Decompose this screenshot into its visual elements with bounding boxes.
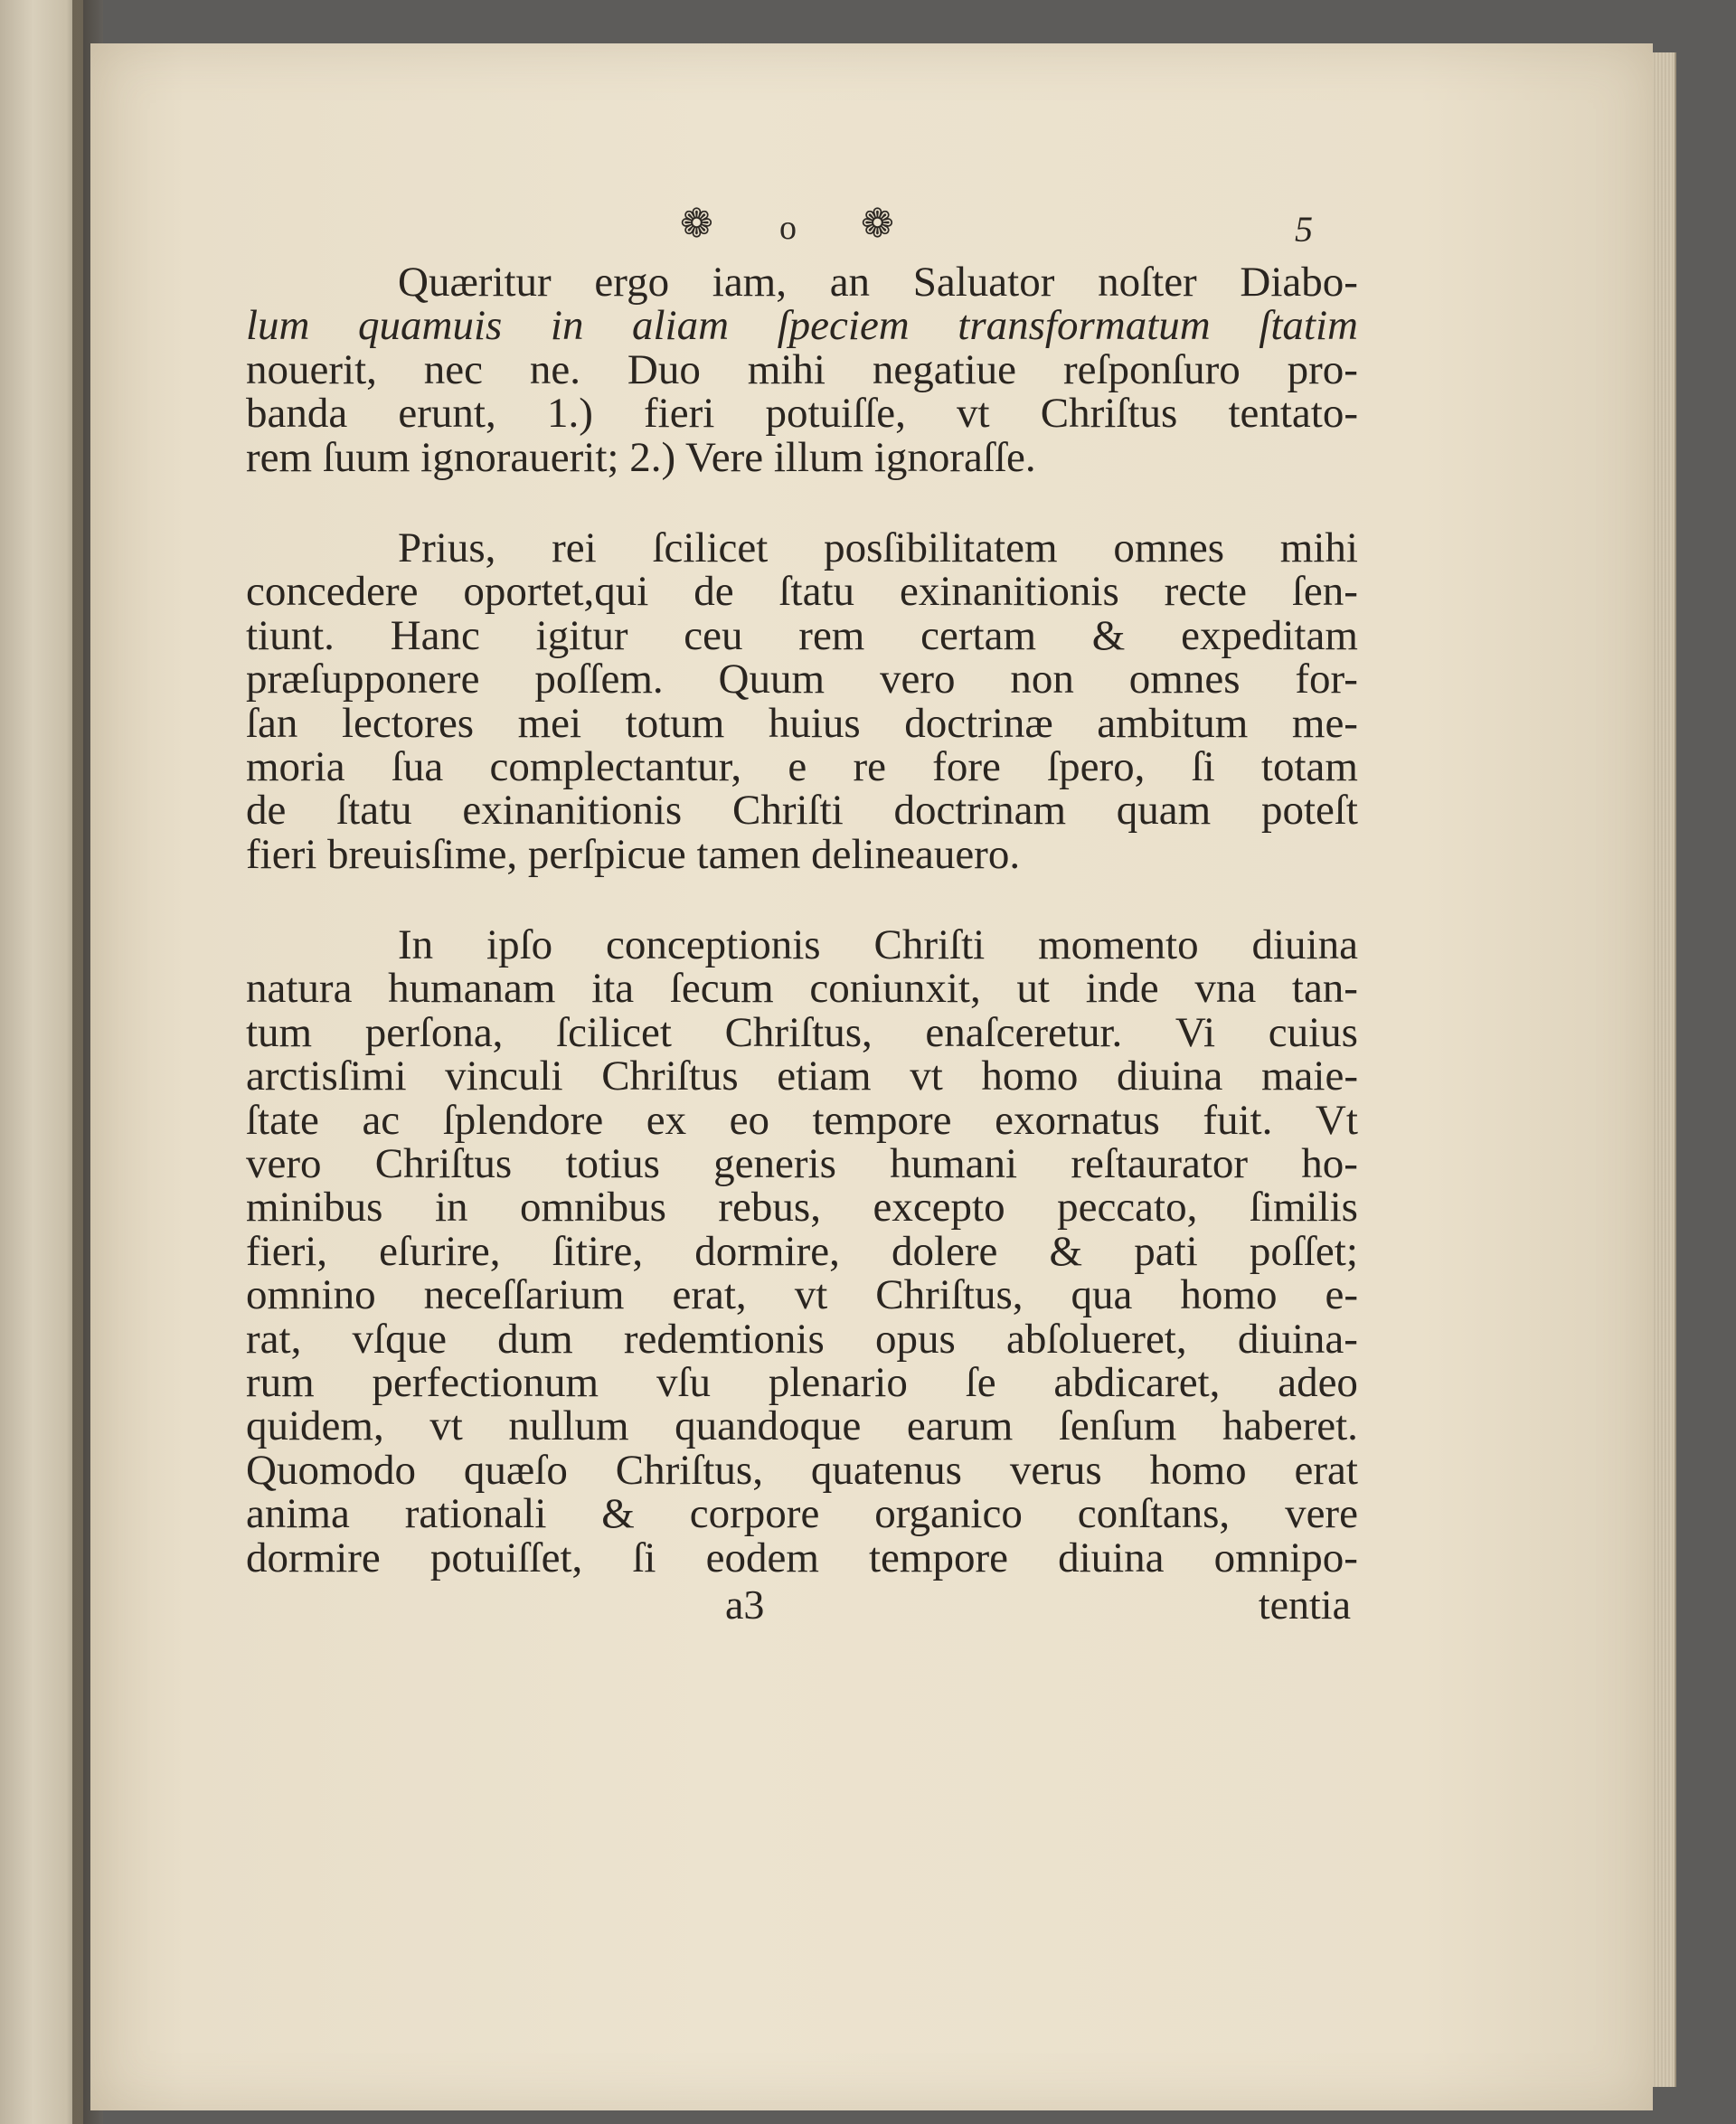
- word: Chriſtus: [601, 1053, 739, 1100]
- running-header: [246, 199, 1358, 260]
- word: humani: [890, 1140, 1018, 1188]
- line-text: [246, 390, 1358, 438]
- word: pro-: [1287, 345, 1358, 393]
- line-text: [246, 611, 1358, 659]
- flower-ornament-icon: ❁: [861, 202, 894, 246]
- word: homo: [981, 1053, 1079, 1100]
- text-line: [246, 1008, 1358, 1056]
- word: ac: [362, 1096, 401, 1144]
- text-line: [246, 1358, 1358, 1406]
- previous-page-edge: [0, 0, 83, 2124]
- word: diuina: [1058, 1534, 1165, 1581]
- word: vt: [429, 1402, 463, 1450]
- text-line: [246, 1536, 1358, 1580]
- line-text: [246, 1008, 1358, 1056]
- word: Saluator: [912, 259, 1055, 306]
- word: Vt: [1315, 1096, 1358, 1144]
- word: dolere: [891, 1227, 998, 1275]
- word: adeo: [1278, 1358, 1358, 1406]
- word: tentato-: [1228, 390, 1358, 438]
- word: e-: [1325, 1271, 1358, 1319]
- word: haberet.: [1222, 1402, 1358, 1450]
- paragraph-2: [246, 526, 1358, 876]
- paragraph-3: [246, 923, 1358, 1580]
- word: de: [693, 568, 734, 616]
- word: Vi: [1175, 1008, 1216, 1056]
- word: huius: [768, 699, 861, 747]
- word: Chriſtus,: [875, 1271, 1024, 1319]
- word: potuiſſe,: [765, 390, 906, 438]
- word: expeditam: [1181, 611, 1358, 659]
- page-number: 5: [1295, 209, 1313, 250]
- word: mei: [517, 699, 582, 747]
- word: erat,: [672, 1271, 747, 1319]
- word: Chriſti: [873, 921, 986, 969]
- word: dormire,: [694, 1227, 840, 1275]
- word: exinanitionis: [899, 568, 1119, 616]
- word: Chriſtus,: [724, 1008, 873, 1056]
- line-text: rem ſuum ignorauerit; 2.) Vere illum ignoraſſe.: [246, 433, 1036, 481]
- word: minibus: [246, 1184, 383, 1232]
- word: lum: [246, 302, 310, 350]
- text-line: [246, 526, 1358, 570]
- word: banda: [246, 390, 348, 438]
- word: ex: [646, 1096, 687, 1144]
- text-line: [246, 260, 1358, 304]
- text-line: [246, 611, 1358, 659]
- word: ſcilicet: [652, 524, 769, 571]
- text-line: [246, 1490, 1358, 1538]
- word: ſecum: [669, 965, 774, 1013]
- line-text: [246, 657, 1358, 701]
- word: nec: [423, 345, 484, 393]
- word: momento: [1038, 921, 1199, 969]
- word: certam: [920, 611, 1037, 659]
- text-line: [246, 302, 1358, 350]
- word: Prius,: [398, 524, 496, 571]
- word: &: [1049, 1227, 1083, 1275]
- word: mihi: [747, 345, 826, 393]
- word: Hanc: [390, 611, 480, 659]
- text-line: [246, 657, 1358, 701]
- word: ſtatim: [1259, 302, 1358, 350]
- line-text: [246, 1317, 1358, 1361]
- word: e: [788, 742, 807, 790]
- word: arctisſimi: [246, 1053, 407, 1100]
- text-line: [246, 1273, 1358, 1317]
- word: recte: [1164, 568, 1247, 616]
- signature-mark: a3: [725, 1581, 765, 1628]
- word: præſupponere: [246, 656, 480, 703]
- text-line: [246, 433, 1358, 481]
- word: fieri: [644, 390, 715, 438]
- word: concedere: [246, 568, 419, 616]
- word: diuina: [1116, 1053, 1223, 1100]
- word: exinanitionis: [462, 787, 683, 835]
- word: pati: [1134, 1227, 1198, 1275]
- word: quamuis: [358, 302, 503, 350]
- word: ſtatu: [336, 787, 412, 835]
- word: earum: [906, 1402, 1014, 1450]
- word: tempore: [812, 1096, 952, 1144]
- text-line: [246, 1446, 1358, 1494]
- text-line: [246, 345, 1358, 393]
- word: generis: [713, 1140, 836, 1188]
- word: rat,: [246, 1315, 302, 1363]
- word: iam,: [712, 259, 787, 306]
- line-text: [246, 1273, 1358, 1317]
- word: erunt,: [398, 390, 496, 438]
- text-line: [246, 1184, 1358, 1232]
- word: tan-: [1291, 965, 1358, 1013]
- word: organico: [874, 1490, 1023, 1538]
- line-text: [246, 965, 1358, 1013]
- line-text: [398, 260, 1358, 304]
- word: inde: [1085, 965, 1159, 1013]
- page-block-edge: [1653, 52, 1676, 2087]
- word: natura: [246, 965, 353, 1013]
- word: ſpero,: [1047, 742, 1146, 790]
- word: ut: [1016, 965, 1050, 1013]
- page-footer: [246, 1583, 1358, 1638]
- word: ipſo: [486, 921, 553, 969]
- word: complectantur,: [489, 742, 742, 790]
- line-text: [246, 1490, 1358, 1538]
- word: doctrinam: [893, 787, 1067, 835]
- word: homo: [1180, 1271, 1278, 1319]
- word: tiunt.: [246, 611, 335, 659]
- word: fieri,: [246, 1227, 328, 1275]
- word: rem: [798, 611, 865, 659]
- word: Duo: [627, 345, 701, 393]
- word: ſan: [246, 699, 298, 747]
- word: Chriſti: [731, 787, 844, 835]
- word: lectores: [341, 699, 475, 747]
- word: ſenſum: [1058, 1402, 1177, 1450]
- line-text: [246, 302, 1358, 350]
- word: conceptionis: [606, 921, 821, 969]
- word: Diabo-: [1240, 259, 1358, 306]
- word: transformatum: [958, 302, 1211, 350]
- word: corpore: [689, 1490, 820, 1538]
- word: diuina-: [1237, 1315, 1358, 1363]
- word: etiam: [777, 1053, 872, 1100]
- word: enaſceretur.: [925, 1008, 1123, 1056]
- word: posſibilitatem: [824, 524, 1058, 571]
- word: noſter: [1098, 259, 1197, 306]
- word: &: [601, 1490, 635, 1538]
- word: ergo: [594, 259, 670, 306]
- word: rationali: [404, 1490, 547, 1538]
- word: poſſet;: [1249, 1227, 1358, 1275]
- line-text: fieri breuisſime, perſpicue tamen delineauero.: [246, 830, 1021, 878]
- word: fore: [932, 742, 1001, 790]
- text-line: [246, 699, 1358, 747]
- word: cuius: [1268, 1008, 1358, 1056]
- word: vinculi: [445, 1053, 563, 1100]
- word: quidem,: [246, 1402, 384, 1450]
- word: quam: [1116, 787, 1212, 835]
- word: Chriſtus: [1040, 390, 1178, 438]
- word: omnes: [1113, 524, 1225, 571]
- word: non: [1010, 656, 1074, 703]
- text-line: [246, 390, 1358, 438]
- word: humanam: [388, 965, 556, 1013]
- word: ſe: [965, 1358, 996, 1406]
- word: eſurire,: [379, 1227, 501, 1275]
- word: vſque: [352, 1315, 447, 1363]
- word: reſtaurator: [1071, 1140, 1249, 1188]
- word: re: [853, 742, 886, 790]
- word: vt: [957, 390, 990, 438]
- line-text: [246, 1536, 1358, 1580]
- word: rebus,: [718, 1184, 821, 1232]
- word: perfectionum: [372, 1358, 599, 1406]
- word: negatiue: [872, 345, 1017, 393]
- word: homo: [1149, 1446, 1247, 1494]
- word: totum: [625, 699, 725, 747]
- line-text: [246, 345, 1358, 393]
- word: conſtans,: [1077, 1490, 1231, 1538]
- word: aliam: [632, 302, 730, 350]
- word: quæſo: [463, 1446, 568, 1494]
- word: moria: [246, 742, 345, 790]
- word: potuiſſet,: [429, 1534, 583, 1581]
- word: in: [434, 1184, 468, 1232]
- word: totius: [565, 1140, 660, 1188]
- word: poteſt: [1260, 787, 1358, 835]
- word: dum: [497, 1315, 573, 1363]
- word: anima: [246, 1490, 350, 1538]
- word: doctrinæ: [904, 699, 1053, 747]
- word: erat: [1294, 1446, 1358, 1494]
- word: ſua: [391, 742, 444, 790]
- word: ſpeciem: [777, 302, 910, 350]
- word: mihi: [1279, 524, 1358, 571]
- word: rum: [246, 1358, 315, 1406]
- text-line: [246, 1227, 1358, 1275]
- word: Chriſtus: [374, 1140, 513, 1188]
- line-text: [246, 1404, 1358, 1448]
- word: ita: [591, 965, 635, 1013]
- word: Chriſtus,: [615, 1446, 763, 1494]
- word: omnipo-: [1213, 1534, 1358, 1581]
- word: eo: [729, 1096, 770, 1144]
- text-line: [246, 1096, 1358, 1144]
- word: verus: [1009, 1446, 1102, 1494]
- line-text: [246, 1184, 1358, 1232]
- word: nouerit,: [246, 345, 377, 393]
- word: redemtionis: [623, 1315, 825, 1363]
- text-line: [246, 1404, 1358, 1448]
- word: ne.: [529, 345, 581, 393]
- word: tum: [246, 1008, 313, 1056]
- catchword: tentia: [1258, 1581, 1351, 1628]
- word: abdicaret,: [1053, 1358, 1221, 1406]
- word: nullum: [508, 1402, 629, 1450]
- word: eodem: [705, 1534, 819, 1581]
- word: de: [246, 787, 287, 835]
- line-text: [246, 1096, 1358, 1144]
- word: ſcilicet: [556, 1008, 672, 1056]
- word: qua: [1071, 1271, 1133, 1319]
- word: vſu: [656, 1358, 711, 1406]
- word: an: [829, 259, 871, 306]
- word: vt: [910, 1053, 943, 1100]
- word: poſſem.: [534, 656, 664, 703]
- word: in: [550, 302, 584, 350]
- text-line: [246, 965, 1358, 1013]
- word: ſimilis: [1249, 1184, 1358, 1232]
- word: omnibus: [520, 1184, 666, 1232]
- line-text: [398, 526, 1358, 570]
- word: Quæritur: [398, 259, 552, 306]
- line-text: [398, 923, 1358, 967]
- line-text: [246, 1358, 1358, 1406]
- word: ſi: [632, 1534, 656, 1581]
- word: vere: [1285, 1490, 1358, 1538]
- word: omnino: [246, 1271, 376, 1319]
- word: Quomodo: [246, 1446, 416, 1494]
- word: diuina: [1251, 921, 1358, 969]
- word: maie-: [1260, 1053, 1358, 1100]
- word: vero: [246, 1140, 322, 1188]
- word: &: [1091, 611, 1126, 659]
- word: vero: [879, 656, 956, 703]
- text-line: [246, 923, 1358, 967]
- word: ſen-: [1291, 568, 1358, 616]
- line-text: [246, 1227, 1358, 1275]
- text-line: [246, 568, 1358, 616]
- word: abſolueret,: [1005, 1315, 1187, 1363]
- word: ceu: [684, 611, 743, 659]
- word: ſtatu: [778, 568, 855, 616]
- text-line: [246, 830, 1358, 878]
- word: reſponſuro: [1062, 345, 1241, 393]
- word: ho-: [1301, 1140, 1358, 1188]
- word: plenario: [768, 1358, 908, 1406]
- text-line: [246, 787, 1358, 835]
- flower-ornament-icon: ❁: [680, 202, 713, 246]
- line-text: [246, 742, 1358, 790]
- paragraph-1: [246, 260, 1358, 479]
- word: Quum: [718, 656, 826, 703]
- word: fuit.: [1203, 1096, 1273, 1144]
- circle-ornament-icon: o: [779, 209, 797, 247]
- page-text: [246, 199, 1358, 1638]
- word: ſplendore: [442, 1096, 604, 1144]
- word: neceſſarium: [423, 1271, 625, 1319]
- word: ſtate: [246, 1096, 319, 1144]
- word: vt: [794, 1271, 828, 1319]
- word: coniunxit,: [809, 965, 981, 1013]
- word: for-: [1295, 656, 1358, 703]
- line-text: [246, 699, 1358, 747]
- text-line: [246, 1054, 1358, 1098]
- text-line: [246, 742, 1358, 790]
- word: excepto: [873, 1184, 1005, 1232]
- word: exornatus: [995, 1096, 1160, 1144]
- text-line: [246, 1140, 1358, 1188]
- word: 1.): [546, 390, 593, 438]
- word: tempore: [868, 1534, 1008, 1581]
- word: In: [398, 921, 434, 969]
- word: igitur: [535, 611, 628, 659]
- line-text: [246, 568, 1358, 616]
- word: perſona,: [364, 1008, 504, 1056]
- word: quandoque: [675, 1402, 862, 1450]
- word: me-: [1291, 699, 1358, 747]
- line-text: [246, 1054, 1358, 1098]
- word: dormire: [246, 1534, 381, 1581]
- word: ſi: [1191, 742, 1215, 790]
- word: opus: [874, 1315, 956, 1363]
- line-text: [246, 787, 1358, 835]
- word: quatenus: [810, 1446, 962, 1494]
- word: vna: [1194, 965, 1257, 1013]
- word: rei: [552, 524, 597, 571]
- word: peccato,: [1057, 1184, 1198, 1232]
- text-line: [246, 1317, 1358, 1361]
- word: totam: [1260, 742, 1358, 790]
- word: ambitum: [1097, 699, 1249, 747]
- line-text: [246, 1446, 1358, 1494]
- word: ſitire,: [552, 1227, 644, 1275]
- line-text: [246, 1140, 1358, 1188]
- word: omnes: [1128, 656, 1241, 703]
- word: oportet,qui: [463, 568, 649, 616]
